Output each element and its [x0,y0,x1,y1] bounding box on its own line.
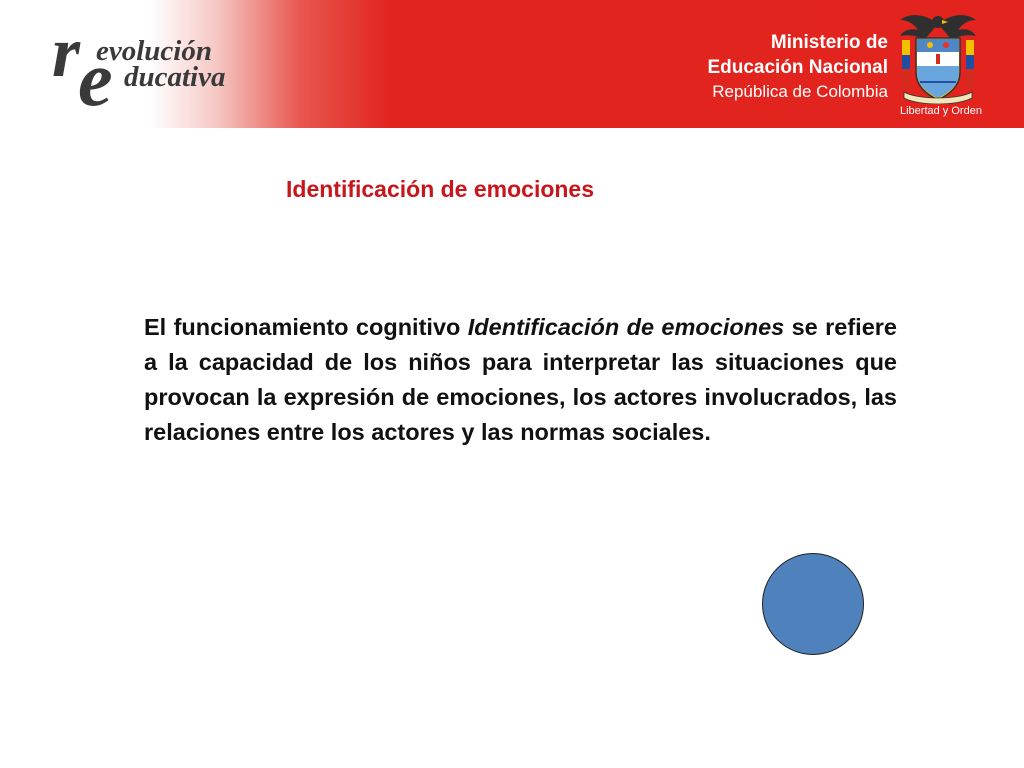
logo-letter-e: e [78,35,113,122]
body-paragraph-part-2: se refiere a la capacidad de los niños para interpretar las situaciones que provocan la expresión de emociones, los actores involucrados, las relaciones entre los actores y las normas sociales. [144,314,897,445]
colombia-coat-of-arms-icon [896,10,980,104]
header-banner [0,0,1024,128]
ministry-line-1: Ministerio de [770,32,888,53]
logo-letter-r: r [52,12,81,92]
logo-word-revolucion: evolución [96,35,212,67]
body-paragraph-part-1: El funcionamiento cognitivo [144,314,468,340]
body-paragraph [144,310,897,450]
slide-title: Identificación de emociones [286,176,595,202]
revolucion-educativa-logo [50,12,265,122]
motto-text: Libertad y Orden [900,105,982,117]
logo-word-educativa: ducativa [124,61,226,93]
ministry-line-3: República de Colombia [712,82,888,101]
ministry-name [707,30,888,104]
body-paragraph-emphasis: Identificación de emociones [467,314,785,340]
blue-circle-shape [762,553,864,655]
ministry-line-2: Educación Nacional [707,57,888,78]
